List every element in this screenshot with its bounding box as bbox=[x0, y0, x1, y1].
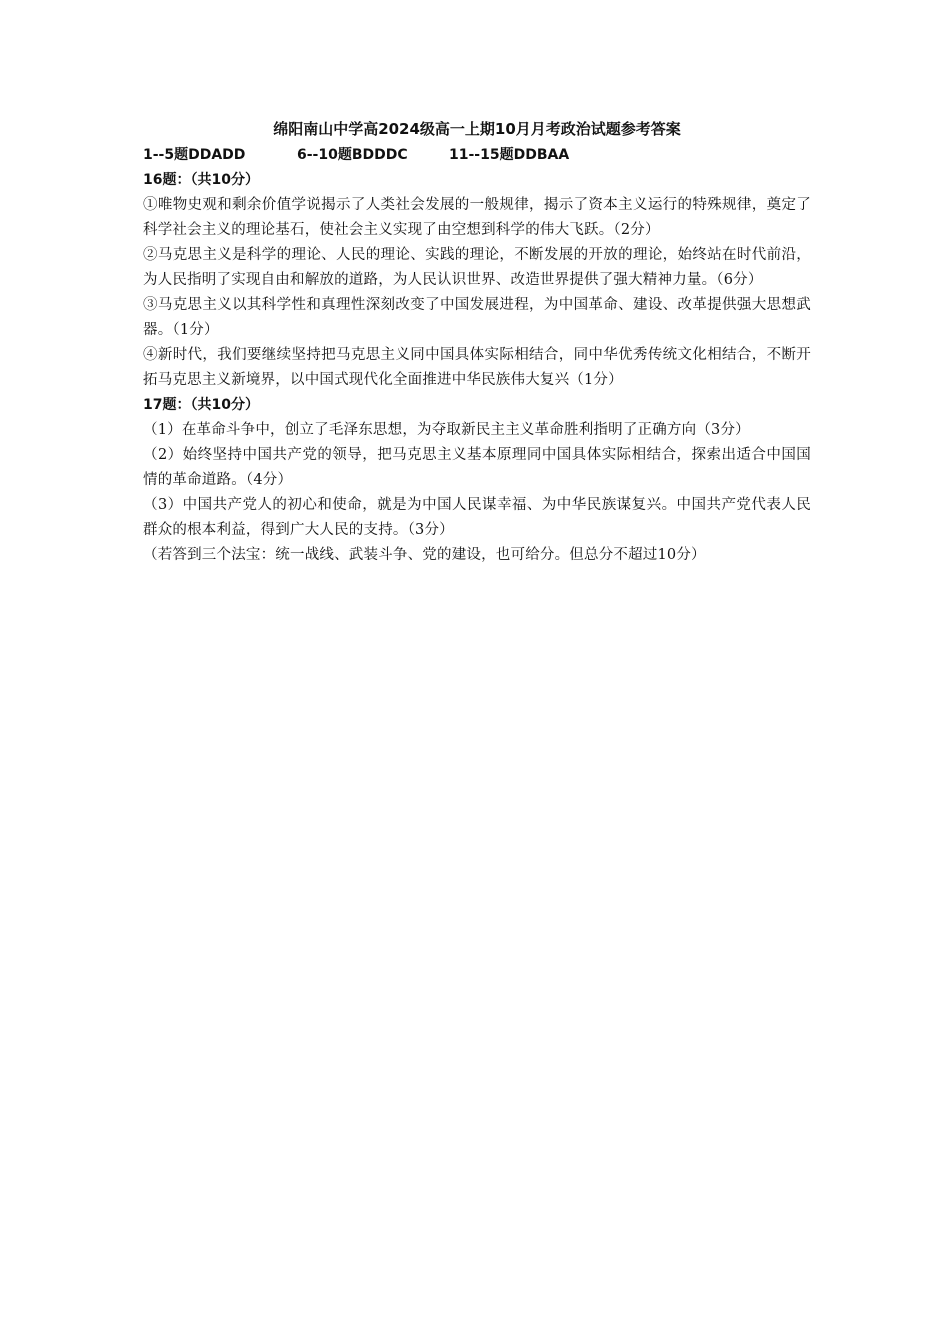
choice-answers-11-15: 11--15题DDBAA bbox=[449, 147, 570, 163]
q16-point-2: ②马克思主义是科学的理论、人民的理论、实践的理论，不断发展的开放的理论，始终站在时代前沿，为人民指明了实现自由和解放的道路，为人民认识世界、改造世界提供了强大精神力量。（6分） bbox=[143, 247, 811, 288]
q16-heading: 16题：（共10分） bbox=[143, 172, 259, 188]
q17-point-1: （1）在革命斗争中，创立了毛泽东思想，为夺取新民主主义革命胜利指明了正确方向（3分） bbox=[143, 422, 750, 438]
document-title: 绵阳南山中学高2024级高一上期10月月考政治试题参考答案 bbox=[273, 120, 681, 138]
q17-point-2: （2）始终坚持中国共产党的领导，把马克思主义基本原理同中国具体实际相结合，探索出适合中国国情的革命道路。（4分） bbox=[143, 447, 811, 488]
q16-point-1: ①唯物史观和剩余价值学说揭示了人类社会发展的一般规律，揭示了资本主义运行的特殊规律，奠定了科学社会主义的理论基石，使社会主义实现了由空想到科学的伟大飞跃。（2分） bbox=[143, 197, 811, 238]
choice-answers-1-5: 1--5题DDADD bbox=[143, 147, 246, 163]
q17-heading: 17题：（共10分） bbox=[143, 397, 259, 413]
q17-note: （若答到三个法宝：统一战线、武装斗争、党的建设，也可给分。但总分不超过10分） bbox=[143, 547, 706, 563]
q17-point-3: （3）中国共产党人的初心和使命，就是为中国人民谋幸福、为中华民族谋复兴。中国共产党代表人民群众的根本利益，得到广大人民的支持。（3分） bbox=[143, 497, 811, 538]
choice-answers-6-10: 6--10题BDDDC bbox=[297, 147, 408, 163]
q16-point-4: ④新时代，我们要继续坚持把马克思主义同中国具体实际相结合，同中华优秀传统文化相结合，不断开拓马克思主义新境界，以中国式现代化全面推进中华民族伟大复兴（1分） bbox=[143, 347, 811, 388]
q16-point-3: ③马克思主义以其科学性和真理性深刻改变了中国发展进程，为中国革命、建设、改革提供强大思想武器。（1分） bbox=[143, 297, 811, 338]
choice-answers bbox=[143, 142, 811, 168]
answer-document bbox=[143, 116, 811, 568]
